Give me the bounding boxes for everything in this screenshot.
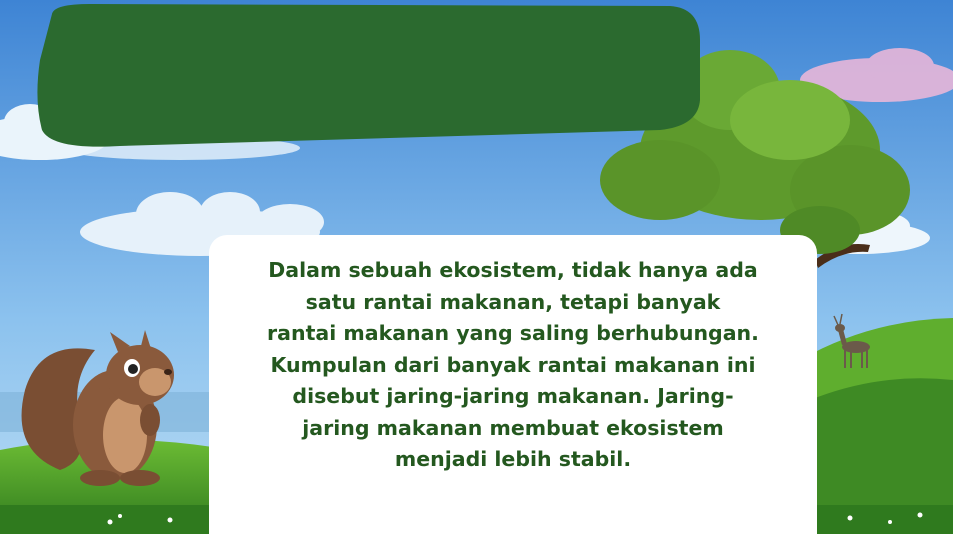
card-paragraph <box>267 255 759 534</box>
card-line: Kumpulan dari banyak rantai makanan ini <box>270 352 756 377</box>
title-banner <box>37 4 700 147</box>
card-line: disebut jaring-jaring makanan. Jaring- <box>292 384 734 408</box>
card-line: Dalam sebuah ekosistem, tidak hanya ada <box>268 258 758 282</box>
card-line: menjadi lebih stabil. <box>394 447 632 471</box>
card-line: satu rantai makanan, tetapi banyak <box>305 289 721 314</box>
text-card <box>209 235 817 534</box>
card-line: jaring makanan membuat ekosistem <box>302 415 724 440</box>
card-line: rantai makanan yang saling berhubungan. <box>267 321 759 345</box>
